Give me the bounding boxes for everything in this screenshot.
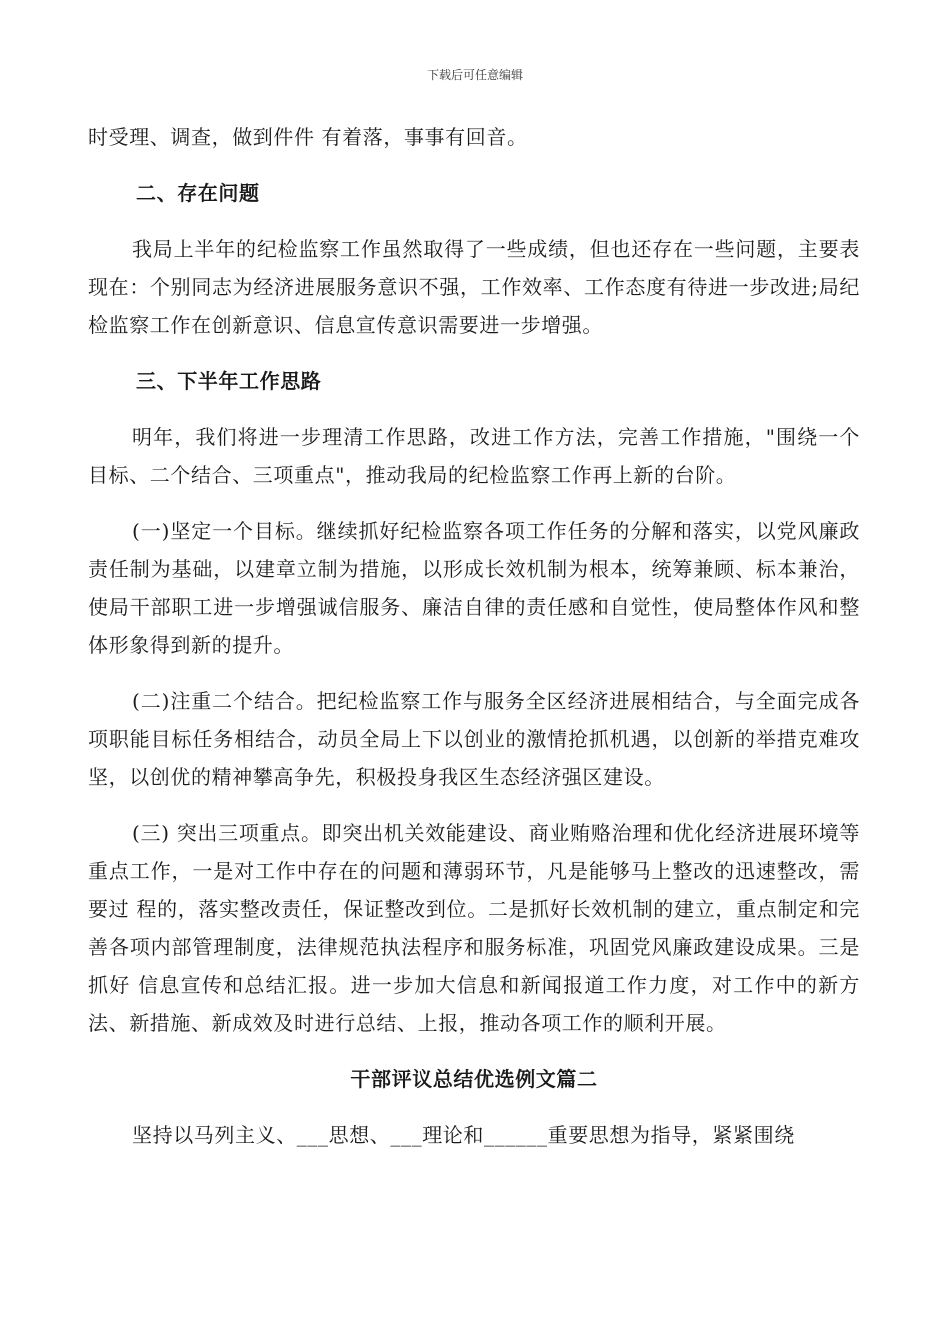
page-header: 下载后可任意编辑 (426, 68, 523, 82)
paragraph-plan-intro: 明年，我们将进一步理清工作思路，改进工作方法，完善工作措施，"围绕一个目标、二个结合、三项重点"，推动我局的纪检监察工作再上新的台阶。 (88, 425, 860, 487)
paragraph-problems: 我局上半年的纪检监察工作虽然取得了一些成绩，但也还存在一些问题，主要表现在：个别同志为经济进展服务意识不强，工作效率、工作态度有待进一步改进;局纪检监察工作在创新意识、信息宣传意识需要进一步增强。 (88, 237, 860, 337)
paragraph-continuation: 时受理、调查，做到件件 有着落，事事有回音。 (88, 125, 528, 149)
document-body (88, 118, 860, 1172)
paragraph-goal: (一)坚定一个目标。继续抓好纪检监察各项工作任务的分解和落实，以党风廉政责任制为基础，以建章立制为措施，以形成长效机制为根本，统筹兼顾、标本兼治，使局干部职工进一步增强诚信服务、廉洁自律的责任感和自觉性，使局整体作风和整体形象得到新的提升。 (88, 519, 860, 657)
paragraph-priorities: (三) 突出三项重点。即突出机关效能建设、商业贿赂治理和优化经济进展环境等重点工作，一是对工作中存在的问题和薄弱环节，凡是能够马上整改的迅速整改，需要过 程的，落实整改责任，保证整改到位。二是抓好长效机制的建立，重点制定和完善各项内部管理制度，法律规范执法程序和服务标准，巩固党风廉政建设成果。三是抓好 信息宣传和总结汇报。进一步加大信息和新闻报道工作力度，对工作中的新方法、新措施、新成效及时进行总结、上报，推动各项工作的顺利开展。 (88, 821, 860, 1035)
section-heading-problems: 二、存在问题 (136, 181, 260, 205)
paragraph-combination: (二)注重二个结合。把纪检监察工作与服务全区经济进展相结合，与全面完成各项职能目标任务相结合，动员全局上下以创业的激情抢抓机遇，以创新的举措克难攻坚，以创优的精神攀高争先，积极投身我区生态经济强区建设。 (88, 689, 860, 789)
article-title-two: 干部评议总结优选例文篇二 (350, 1067, 598, 1091)
paragraph-article-two-start: 坚持以马列主义、___思想、___理论和______重要思想为指导，紧紧围绕 (132, 1123, 795, 1147)
section-heading-plan: 三、下半年工作思路 (136, 369, 322, 393)
